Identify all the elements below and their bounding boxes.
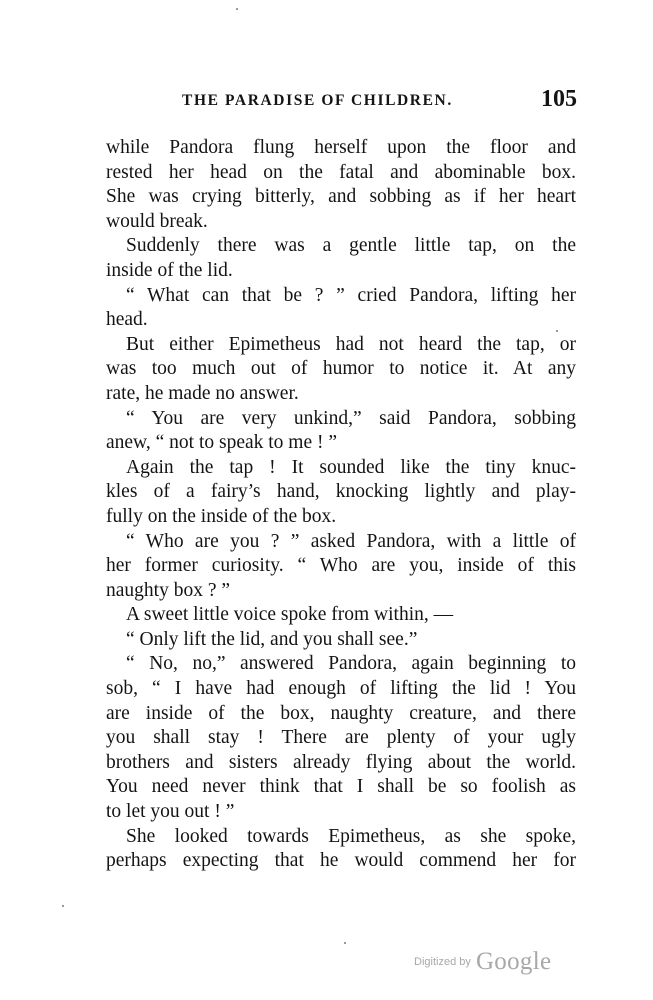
text-line: while Pandora flung herself upon the floor and bbox=[106, 137, 576, 158]
scan-speck bbox=[236, 8, 238, 10]
text-line: perhaps expecting that he would commend her for bbox=[106, 850, 576, 872]
text-line: rested her head on the fatal and abominable box. bbox=[106, 161, 576, 183]
text-line: naughty box ? ” bbox=[106, 579, 231, 601]
text-line: A sweet little voice spoke from within, — bbox=[126, 604, 454, 626]
text-line: She was crying bitterly, and sobbing as if her heart bbox=[106, 186, 576, 208]
body-text bbox=[106, 136, 576, 874]
text-line: fully on the inside of the box. bbox=[106, 505, 337, 527]
paragraph bbox=[106, 530, 576, 604]
text-line: You need never think that I shall be so foolish as bbox=[106, 776, 576, 798]
paragraph bbox=[106, 407, 576, 456]
paragraph bbox=[106, 603, 576, 628]
text-line: you shall stay ! There are plenty of your ugly bbox=[106, 727, 576, 749]
text-line: was too much out of humor to notice it. At any bbox=[106, 358, 576, 380]
text-line: “ Who are you ? ” asked Pandora, with a little of bbox=[126, 530, 576, 552]
text-line: inside of the lid. bbox=[106, 259, 233, 281]
text-line: Suddenly there was a gentle little tap, on the bbox=[126, 235, 576, 257]
text-line: her former curiosity. “ Who are you, inside of this bbox=[106, 555, 576, 577]
text-line: anew, “ not to speak to me ! ” bbox=[106, 432, 338, 454]
running-header bbox=[0, 86, 653, 116]
text-line: “ What can that be ? ” cried Pandora, lifting her bbox=[126, 284, 576, 306]
paragraph bbox=[106, 628, 576, 653]
running-title: THE PARADISE OF CHILDREN. bbox=[182, 92, 453, 109]
text-line: are inside of the box, naughty creature, and there bbox=[106, 702, 576, 724]
digitized-by-label: Digitized by bbox=[414, 956, 471, 968]
text-line: Again the tap ! It sounded like the tiny knuc- bbox=[126, 456, 576, 478]
page-number: 105 bbox=[541, 86, 577, 112]
text-line: But either Epimetheus had not heard the tap, or bbox=[126, 333, 576, 355]
text-line: “ No, no,” answered Pandora, again beginning to bbox=[126, 653, 576, 675]
text-line: rate, he made no answer. bbox=[106, 382, 299, 404]
paragraph bbox=[106, 284, 576, 333]
paragraph bbox=[106, 234, 576, 283]
paragraph bbox=[106, 136, 576, 234]
paragraph bbox=[106, 333, 576, 407]
text-line: brothers and sisters already flying about the world. bbox=[106, 751, 576, 773]
scan-speck bbox=[344, 942, 346, 944]
paragraph bbox=[106, 825, 576, 874]
text-line: She looked towards Epimetheus, as she spoke, bbox=[126, 825, 576, 847]
text-line: to let you out ! ” bbox=[106, 801, 235, 823]
text-line: sob, “ I have had enough of lifting the lid ! You bbox=[106, 678, 576, 700]
paragraph bbox=[106, 652, 576, 824]
scan-speck bbox=[556, 330, 558, 332]
text-line: would break. bbox=[106, 210, 208, 232]
digitized-by-google-watermark bbox=[414, 948, 551, 976]
google-logo: Google bbox=[475, 948, 552, 975]
scan-speck bbox=[62, 905, 64, 907]
text-line: kles of a fairy’s hand, knocking lightly and play- bbox=[106, 481, 576, 503]
paragraph bbox=[106, 456, 576, 530]
text-line: “ Only lift the lid, and you shall see.” bbox=[126, 628, 418, 650]
text-line: “ You are very unkind,” said Pandora, sobbing bbox=[126, 407, 576, 429]
text-line: head. bbox=[106, 309, 148, 331]
